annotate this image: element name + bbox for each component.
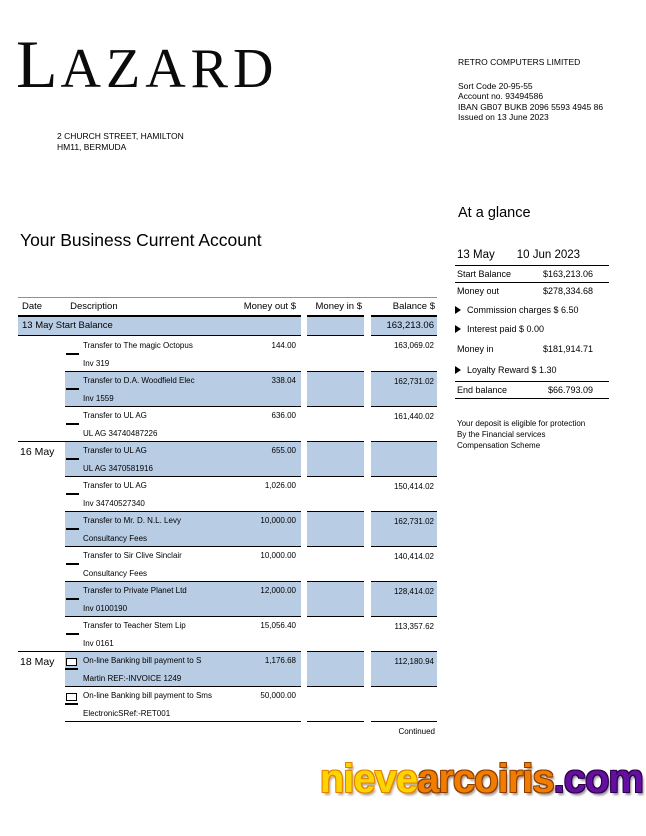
row-description — [83, 406, 229, 441]
row-separator — [65, 511, 301, 512]
column-gap — [364, 406, 371, 441]
bottom-rule-main — [18, 721, 301, 722]
row-main-cell — [18, 511, 301, 546]
description-line2: Consultancy Fees — [83, 534, 148, 543]
column-gap — [364, 546, 371, 581]
table-row — [18, 406, 437, 441]
loyalty-reward-row — [455, 365, 609, 375]
transactions-table — [18, 297, 437, 736]
account-holder: RETRO COMPUTERS LIMITED — [458, 57, 581, 67]
commission-charges-text: Commission charges $ 6.50 — [467, 305, 579, 315]
interest-paid-row — [455, 324, 609, 334]
transaction-icon — [65, 546, 83, 581]
start-balance-value: 163,213.06 — [371, 317, 437, 336]
column-gap — [364, 616, 371, 651]
row-main-cell — [18, 581, 301, 616]
row-money-out: 338.04 — [271, 376, 296, 385]
start-balance-label: 13 May Start Balance — [18, 317, 301, 336]
account-number: Account no. 93494586 — [458, 91, 544, 101]
row-balance: 128,414.02 — [371, 581, 437, 616]
bottom-rule-money-in — [307, 721, 364, 722]
row-money-in — [307, 441, 364, 476]
row-description — [83, 686, 229, 721]
description-line1: Transfer to UL AG — [83, 411, 147, 420]
description-line1: Transfer to Teacher Stem Lip — [83, 621, 186, 630]
row-description — [83, 546, 229, 581]
row-main-cell — [18, 686, 301, 721]
table-row — [18, 476, 437, 511]
table-row — [18, 371, 437, 406]
sort-code: Sort Code 20-95-55 — [458, 80, 533, 91]
row-balance: 150,414.02 — [371, 476, 437, 511]
description-line1: On-line Banking bill payment to Sms — [83, 691, 212, 700]
transfer-dash-icon — [66, 353, 79, 355]
glance-period-row — [455, 249, 609, 266]
row-date — [18, 406, 65, 441]
issued-date: Issued on 13 June 2023 — [458, 112, 549, 122]
address-line-1: 2 CHURCH STREET, HAMILTON — [57, 131, 184, 141]
note-line-1: Your deposit is eligible for protection — [457, 419, 586, 428]
table-row — [18, 336, 437, 371]
row-money-in — [307, 616, 364, 651]
transaction-icon — [65, 581, 83, 616]
row-money-in — [307, 476, 364, 511]
period-start: 13 May — [457, 249, 495, 261]
transaction-icon — [65, 651, 83, 686]
column-gap — [364, 581, 371, 616]
row-date — [18, 686, 65, 721]
description-line1: Transfer to UL AG — [83, 481, 147, 490]
lazard-logo — [16, 26, 279, 103]
row-money-in — [307, 406, 364, 441]
transaction-icon — [65, 511, 83, 546]
row-money-in — [307, 336, 364, 371]
transaction-icon — [65, 406, 83, 441]
row-balance: 163,069.02 — [393, 341, 434, 350]
description-line2: ElectronicSRef:-RET001 — [83, 709, 171, 718]
column-gap — [364, 317, 371, 336]
column-gap — [364, 476, 371, 511]
row-date — [18, 336, 65, 371]
transfer-dash-icon — [66, 598, 79, 600]
description-line1: Transfer to Private Planet Ltd — [83, 586, 187, 595]
description-line1: On-line Banking bill payment to S — [83, 656, 202, 665]
at-a-glance-title: At a glance — [458, 205, 531, 221]
row-date — [18, 476, 65, 511]
watermark-part-com: .com — [553, 757, 643, 801]
logo-first-letter: L — [16, 26, 61, 102]
start-balance-money-in — [307, 317, 364, 336]
account-info-block — [458, 57, 603, 123]
loyalty-reward-text: Loyalty Reward $ 1.30 — [467, 365, 557, 375]
row-description — [83, 651, 229, 686]
watermark-part-nieve: nieve — [319, 757, 418, 801]
description-line2: Inv 0100190 — [83, 604, 128, 613]
header-main-cell — [18, 298, 301, 317]
row-main-cell — [18, 371, 301, 406]
row-main-cell — [18, 406, 301, 441]
description-line2: Consultancy Fees — [83, 569, 148, 578]
row-money-out: 144.00 — [271, 341, 296, 350]
row-date — [18, 511, 65, 546]
transfer-dash-icon — [66, 563, 79, 565]
transfer-dash-icon — [66, 388, 79, 390]
row-main-cell — [18, 336, 301, 371]
iban: IBAN GB07 BUKB 2096 5593 4945 86 — [458, 101, 604, 112]
start-balance-label: Start Balance — [457, 269, 512, 279]
column-gap — [364, 686, 371, 721]
row-date — [18, 581, 65, 616]
watermark-nievearcoiris — [320, 757, 643, 802]
row-date — [18, 371, 65, 406]
column-gap — [364, 511, 371, 546]
row-main-cell — [18, 441, 301, 476]
row-money-in — [307, 511, 364, 546]
row-separator — [65, 476, 301, 477]
row-separator — [18, 441, 301, 442]
row-balance: 162,731.02 — [371, 511, 437, 546]
page-title: Your Business Current Account — [20, 230, 262, 250]
continued-label: Continued — [398, 727, 435, 736]
row-description — [83, 616, 229, 651]
row-separator — [18, 651, 301, 652]
row-balance: 140,414.02 — [371, 546, 437, 581]
column-gap — [364, 371, 371, 406]
row-balance: 113,357.62 — [371, 616, 437, 651]
bullet-triangle-icon — [455, 325, 461, 333]
description-line1: Transfer to UL AG — [83, 446, 147, 455]
row-money-out: 10,000.00 — [260, 551, 296, 560]
table-row — [18, 686, 437, 721]
header-money-out: Money out $ — [243, 301, 296, 312]
row-money-out: 10,000.00 — [260, 516, 296, 525]
description-line1: Transfer to Sir Clive Sinclair — [83, 551, 182, 560]
transfer-dash-icon — [66, 458, 79, 460]
note-line-2: By the Financial services — [457, 430, 546, 439]
column-gap — [364, 721, 371, 722]
column-gap — [364, 441, 371, 476]
transaction-icon — [65, 336, 83, 371]
bullet-triangle-icon — [455, 366, 461, 374]
row-separator — [65, 546, 301, 547]
table-row — [18, 581, 437, 616]
table-row — [18, 651, 437, 686]
logo-rest: AZARD — [60, 38, 279, 100]
description-line2: Inv 319 — [83, 359, 110, 368]
header-date: Date — [22, 301, 43, 312]
header-description: Description — [70, 301, 118, 312]
transaction-icon — [65, 371, 83, 406]
deposit-protection-note — [455, 418, 609, 451]
glance-money-in-row — [455, 341, 609, 357]
transaction-icon — [65, 616, 83, 651]
transaction-icon — [65, 476, 83, 511]
address-line-2: HM11, BERMUDA — [57, 141, 127, 152]
description-line1: Transfer to D.A. Woodfield Elec — [83, 376, 195, 385]
row-separator — [65, 371, 301, 372]
row-money-in — [307, 686, 364, 721]
row-separator — [65, 406, 301, 407]
money-in-value: $181,914.71 — [542, 344, 593, 354]
transfer-dash-icon — [66, 528, 79, 530]
description-line2: Martin REF:-INVOICE 1249 — [83, 674, 182, 683]
row-description — [83, 336, 229, 371]
row-date — [18, 546, 65, 581]
table-row — [18, 546, 437, 581]
row-money-out: 15,056.40 — [260, 621, 296, 630]
row-description — [83, 511, 229, 546]
start-balance-row — [18, 317, 437, 336]
row-date — [18, 616, 65, 651]
column-gap — [364, 336, 371, 371]
money-out-value: $278,334.68 — [542, 286, 593, 296]
row-separator — [65, 616, 301, 617]
header-balance: Balance $ — [371, 298, 437, 317]
period-end: 10 Jun 2023 — [516, 249, 581, 261]
end-balance-value: $66.793.09 — [547, 385, 593, 395]
row-balance: 162,731.02 — [371, 371, 437, 406]
row-description — [83, 371, 229, 406]
table-bottom-rule — [18, 721, 437, 722]
transaction-icon — [65, 686, 83, 721]
row-money-in — [307, 651, 364, 686]
row-money-in — [307, 546, 364, 581]
online-banking-laptop-icon — [66, 693, 77, 701]
table-row — [18, 441, 437, 476]
bottom-rule-balance — [371, 721, 437, 722]
row-money-out: 50,000.00 — [260, 691, 296, 700]
bottom-rule-line — [65, 721, 301, 722]
table-row — [18, 616, 437, 651]
commission-charges-row — [455, 305, 609, 315]
interest-paid-text: Interest paid $ 0.00 — [467, 324, 545, 334]
glance-start-balance-row — [455, 266, 609, 283]
description-line2: Inv 34740527340 — [83, 499, 145, 508]
row-balance — [371, 686, 437, 721]
glance-end-balance-row — [455, 381, 609, 399]
description-line2: UL AG 3470581916 — [83, 464, 153, 473]
description-line1: Transfer to Mr. D. N.L. Levy — [83, 516, 181, 525]
money-out-label: Money out — [457, 286, 500, 296]
transfer-dash-icon — [66, 493, 79, 495]
header-money-in: Money in $ — [307, 298, 364, 317]
transfer-dash-icon — [66, 423, 79, 425]
row-main-cell — [18, 616, 301, 651]
column-gap — [364, 651, 371, 686]
row-balance: 112,180.94 — [371, 651, 437, 686]
table-header-row — [18, 297, 437, 317]
transaction-icon — [65, 441, 83, 476]
row-date: 18 May — [20, 656, 55, 668]
row-money-out: 1,026.00 — [264, 481, 296, 490]
row-money-out: 1,176.68 — [264, 656, 296, 665]
row-description — [83, 476, 229, 511]
row-money-in — [307, 371, 364, 406]
end-balance-label: End balance — [457, 385, 508, 395]
transaction-rows — [18, 336, 437, 721]
transfer-dash-icon — [66, 633, 79, 635]
branch-address — [57, 131, 184, 152]
description-line2: Inv 0161 — [83, 639, 114, 648]
row-separator — [65, 686, 301, 687]
online-banking-laptop-icon — [66, 658, 77, 666]
watermark-part-arcoiris: arcoiris — [417, 757, 554, 801]
row-money-in — [307, 581, 364, 616]
description-line2: UL AG 34740487226 — [83, 429, 158, 438]
glance-money-out-row — [455, 283, 609, 299]
row-main-cell — [18, 651, 301, 686]
column-gap — [364, 298, 371, 317]
row-money-out: 636.00 — [271, 411, 296, 420]
row-balance: 161,440.02 — [371, 406, 437, 441]
note-line-3: Compensation Scheme — [457, 441, 541, 450]
start-balance-value: $163,213.06 — [542, 269, 593, 279]
row-balance — [371, 441, 437, 476]
row-main-cell — [18, 546, 301, 581]
row-separator — [65, 581, 301, 582]
table-row — [18, 511, 437, 546]
bullet-triangle-icon — [455, 306, 461, 314]
row-money-out: 12,000.00 — [260, 586, 296, 595]
row-description — [83, 441, 229, 476]
description-line2: Inv 1559 — [83, 394, 114, 403]
row-money-out: 655.00 — [271, 446, 296, 455]
row-date: 16 May — [20, 446, 55, 458]
row-main-cell — [18, 476, 301, 511]
money-in-label: Money in — [457, 344, 494, 354]
row-description — [83, 581, 229, 616]
description-line1: Transfer to The magic Octopus — [83, 341, 193, 350]
at-a-glance-panel — [455, 249, 609, 451]
